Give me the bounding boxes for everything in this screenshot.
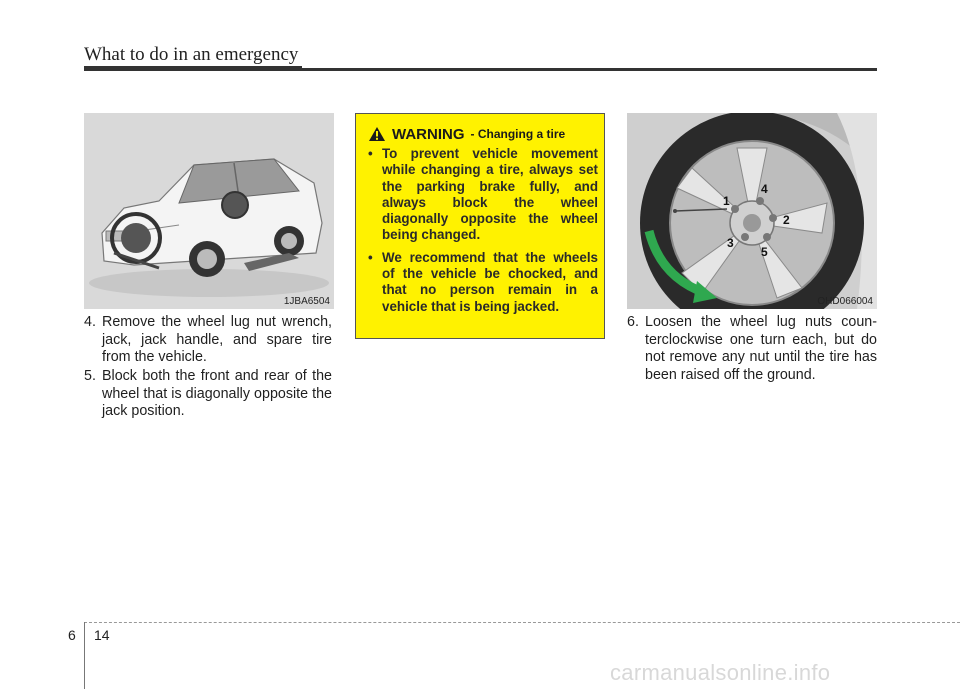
step-text: Remove the wheel lug nut wrench, jack, jack handle, and spare tire from the vehicle. bbox=[102, 314, 332, 365]
bullet-icon: • bbox=[368, 249, 373, 265]
warning-item bbox=[368, 250, 598, 315]
figure-code: OHD066004 bbox=[817, 296, 873, 307]
step-item bbox=[627, 314, 877, 384]
footer-rule bbox=[84, 622, 960, 623]
page-number: 14 bbox=[94, 627, 110, 643]
lug-nut-label: 4 bbox=[761, 182, 768, 196]
car-illustration bbox=[84, 113, 334, 309]
warning-item-text: To prevent vehicle movement while changing a tire, always set the parking brake fully, and always block the wheel diagonally opposite the wheel being changed. bbox=[382, 146, 598, 243]
figure-car-jack bbox=[84, 113, 334, 309]
chapter-number: 6 bbox=[68, 627, 76, 643]
warning-item-text: We recommend that the wheels of the vehicle be chocked, and that no person remain in a vehicle that is being jacked. bbox=[382, 249, 598, 314]
warning-box bbox=[355, 113, 605, 339]
lug-nut-label: 2 bbox=[783, 213, 790, 227]
step-text: Block both the front and rear of the wheel that is diagonally opposite the jack position. bbox=[102, 368, 332, 419]
step-number: 4. bbox=[84, 314, 96, 330]
warning-word: WARNING bbox=[392, 125, 465, 143]
step-item bbox=[84, 368, 332, 421]
watermark: carmanualsonline.info bbox=[610, 660, 831, 685]
lug-nut-label: 5 bbox=[761, 245, 768, 259]
warning-subtitle: - Changing a tire bbox=[470, 127, 566, 141]
warning-list bbox=[368, 146, 598, 321]
step-number: 5. bbox=[84, 368, 96, 384]
wheel-illustration bbox=[627, 113, 877, 309]
figure-wheel-lug-nuts bbox=[627, 113, 877, 309]
lug-nut-label: 1 bbox=[723, 194, 730, 208]
footer-divider bbox=[84, 622, 85, 689]
step-number: 6. bbox=[627, 314, 639, 330]
step-item bbox=[84, 314, 332, 367]
page-header-title: What to do in an emergency bbox=[84, 44, 299, 65]
warning-header bbox=[368, 124, 565, 144]
header-rule bbox=[84, 68, 877, 71]
warning-triangle-icon bbox=[368, 126, 386, 142]
step-text: Loosen the wheel lug nuts coun-terclockwise one turn each, but do not remove any nut until the tire has been raised off the ground. bbox=[645, 314, 877, 383]
lug-nut-label: 3 bbox=[727, 236, 734, 250]
figure-code: 1JBA6504 bbox=[283, 296, 330, 307]
warning-item bbox=[368, 146, 598, 244]
bullet-icon: • bbox=[368, 146, 373, 161]
